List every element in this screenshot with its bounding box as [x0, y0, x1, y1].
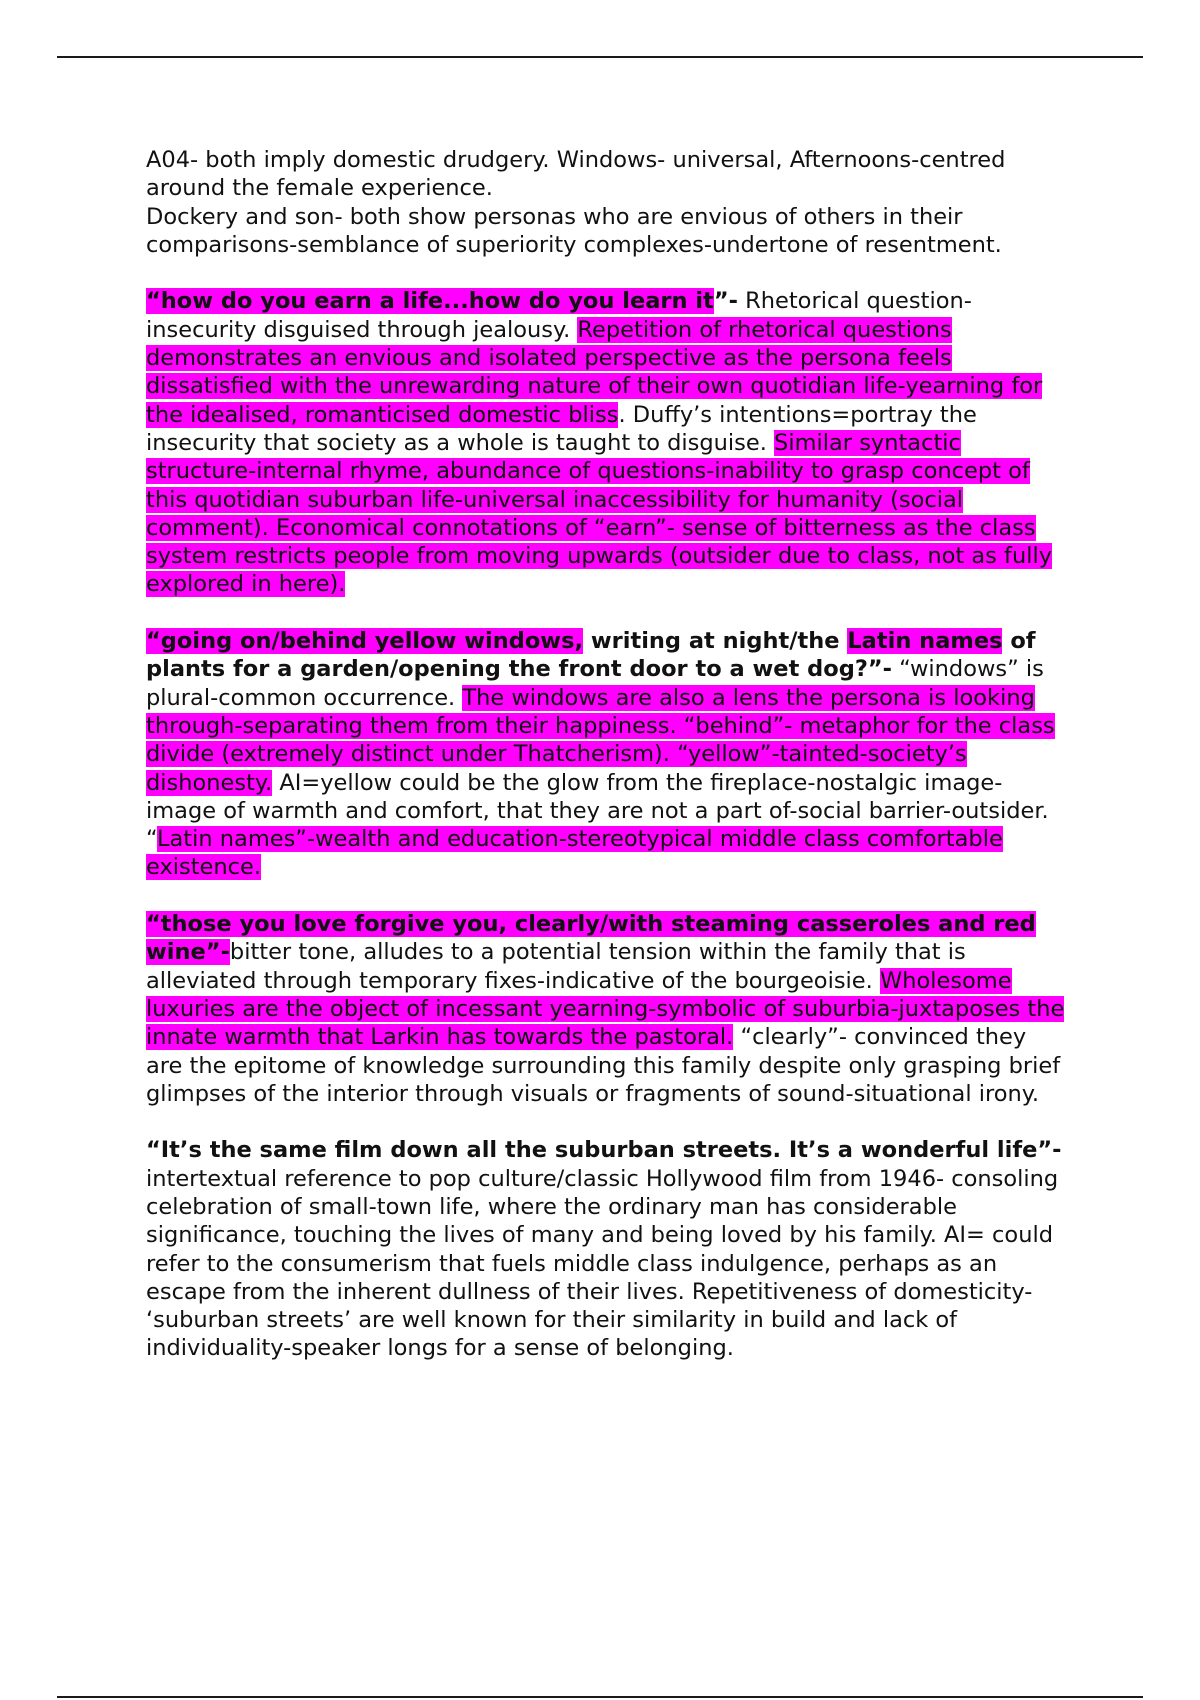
analysis-text: Rhetorical question-insecurity disguised through jealousy.	[146, 288, 972, 343]
highlighted-analysis: Latin names”-wealth and education-stereotypical middle class comfortable existence.	[146, 826, 1003, 881]
highlighted-analysis: Wholesome luxuries are the object of incessant yearning-symbolic of suburbia-juxtaposes the innate warmth that Larkin has towards the pastoral.	[146, 967, 1065, 1051]
quote-text: writing at night/the	[583, 628, 848, 655]
analysis-text: “clearly”- convinced they are the epitome of knowledge surrounding this family despite only grasping brief glimpses of the interior through visuals or fragments of sound-situational irony.	[146, 1024, 1061, 1107]
analysis-text: intertextual reference to pop culture/classic Hollywood film from 1946- consoling celebration of small-town life, where the ordinary man has considerable significance, touching the lives of many and being loved by his family. AI= could refer to the consumerism that fuels middle class indulgence, perhaps as an escape from the inherent dullness of their lives. Repetitiveness of domesticity- ‘suburban streets’ are well known for their similarity in build and lack of individuality-speaker longs for a sense of belonging.	[146, 1165, 1059, 1362]
quote-text: of plants for a garden/opening the front door to a wet dog?”-	[146, 628, 1036, 683]
intro-line-1: A04- both imply domestic drudgery. Windows- universal, Afternoons-centred around the female experience.	[146, 147, 1006, 202]
analysis-text: bitter tone, alludes to a potential tension within the family that is alleviated through temporary fixes-indicative of the bourgeoisie.	[146, 939, 966, 994]
intro-line-2: Dockery and son- both show personas who are envious of others in their comparisons-semblance of superiority complexes-undertone of resentment.	[146, 203, 1002, 258]
document-body	[146, 146, 1066, 1363]
highlighted-analysis: Repetition of rhetorical questions demonstrates an envious and isolated perspective as the persona feels dissatisfied with the unrewarding nature of their own quotidian life-yearning for the idealised, romanticised domestic bliss	[146, 316, 1043, 428]
quote-highlighted: “going on/behind yellow windows,	[146, 628, 584, 655]
analysis-text: . Duffy’s intentions=portray the insecurity that society as a whole is taught to disguise.	[146, 401, 977, 456]
analysis-text: “windows” is plural-common occurrence.	[146, 656, 1044, 711]
highlighted-analysis: The windows are also a lens the persona is looking through-separating them from their happiness. “behind”- metaphor for the class divide (extremely distinct under Thatcherism). “yellow”-tainted-society’s dishonesty.	[146, 684, 1055, 796]
paragraph-1	[146, 287, 1066, 598]
quote-highlighted: “how do you earn a life...how do you learn it	[146, 288, 714, 315]
highlighted-analysis: Similar syntactic structure-internal rhyme, abundance of questions-inability to grasp concept of this quotidian suburban life-universal inaccessibility for humanity (social comment). Economical connotations of “earn”- sense of bitterness as the class system restricts people from moving upwards (outsider due to class, not as fully explored in here).	[146, 429, 1053, 598]
paragraph-2	[146, 627, 1066, 882]
quote-text: “It’s the same film down all the suburban streets. It’s a wonderful life”-	[146, 1137, 1062, 1164]
paragraph-3	[146, 910, 1066, 1108]
quote-tail: ”-	[713, 288, 738, 315]
analysis-text: AI=yellow could be the glow from the fireplace-nostalgic image-image of warmth and comfort, that they are not a part of-social barrier-outsider. “	[146, 769, 1049, 853]
paragraph-4	[146, 1136, 1066, 1362]
quote-highlighted: Latin names	[847, 628, 1003, 655]
header-rule	[57, 56, 1143, 58]
footer-rule	[57, 1696, 1143, 1698]
quote-highlighted: “those you love forgive you, clearly/with steaming casseroles and red wine”-	[146, 911, 1036, 966]
